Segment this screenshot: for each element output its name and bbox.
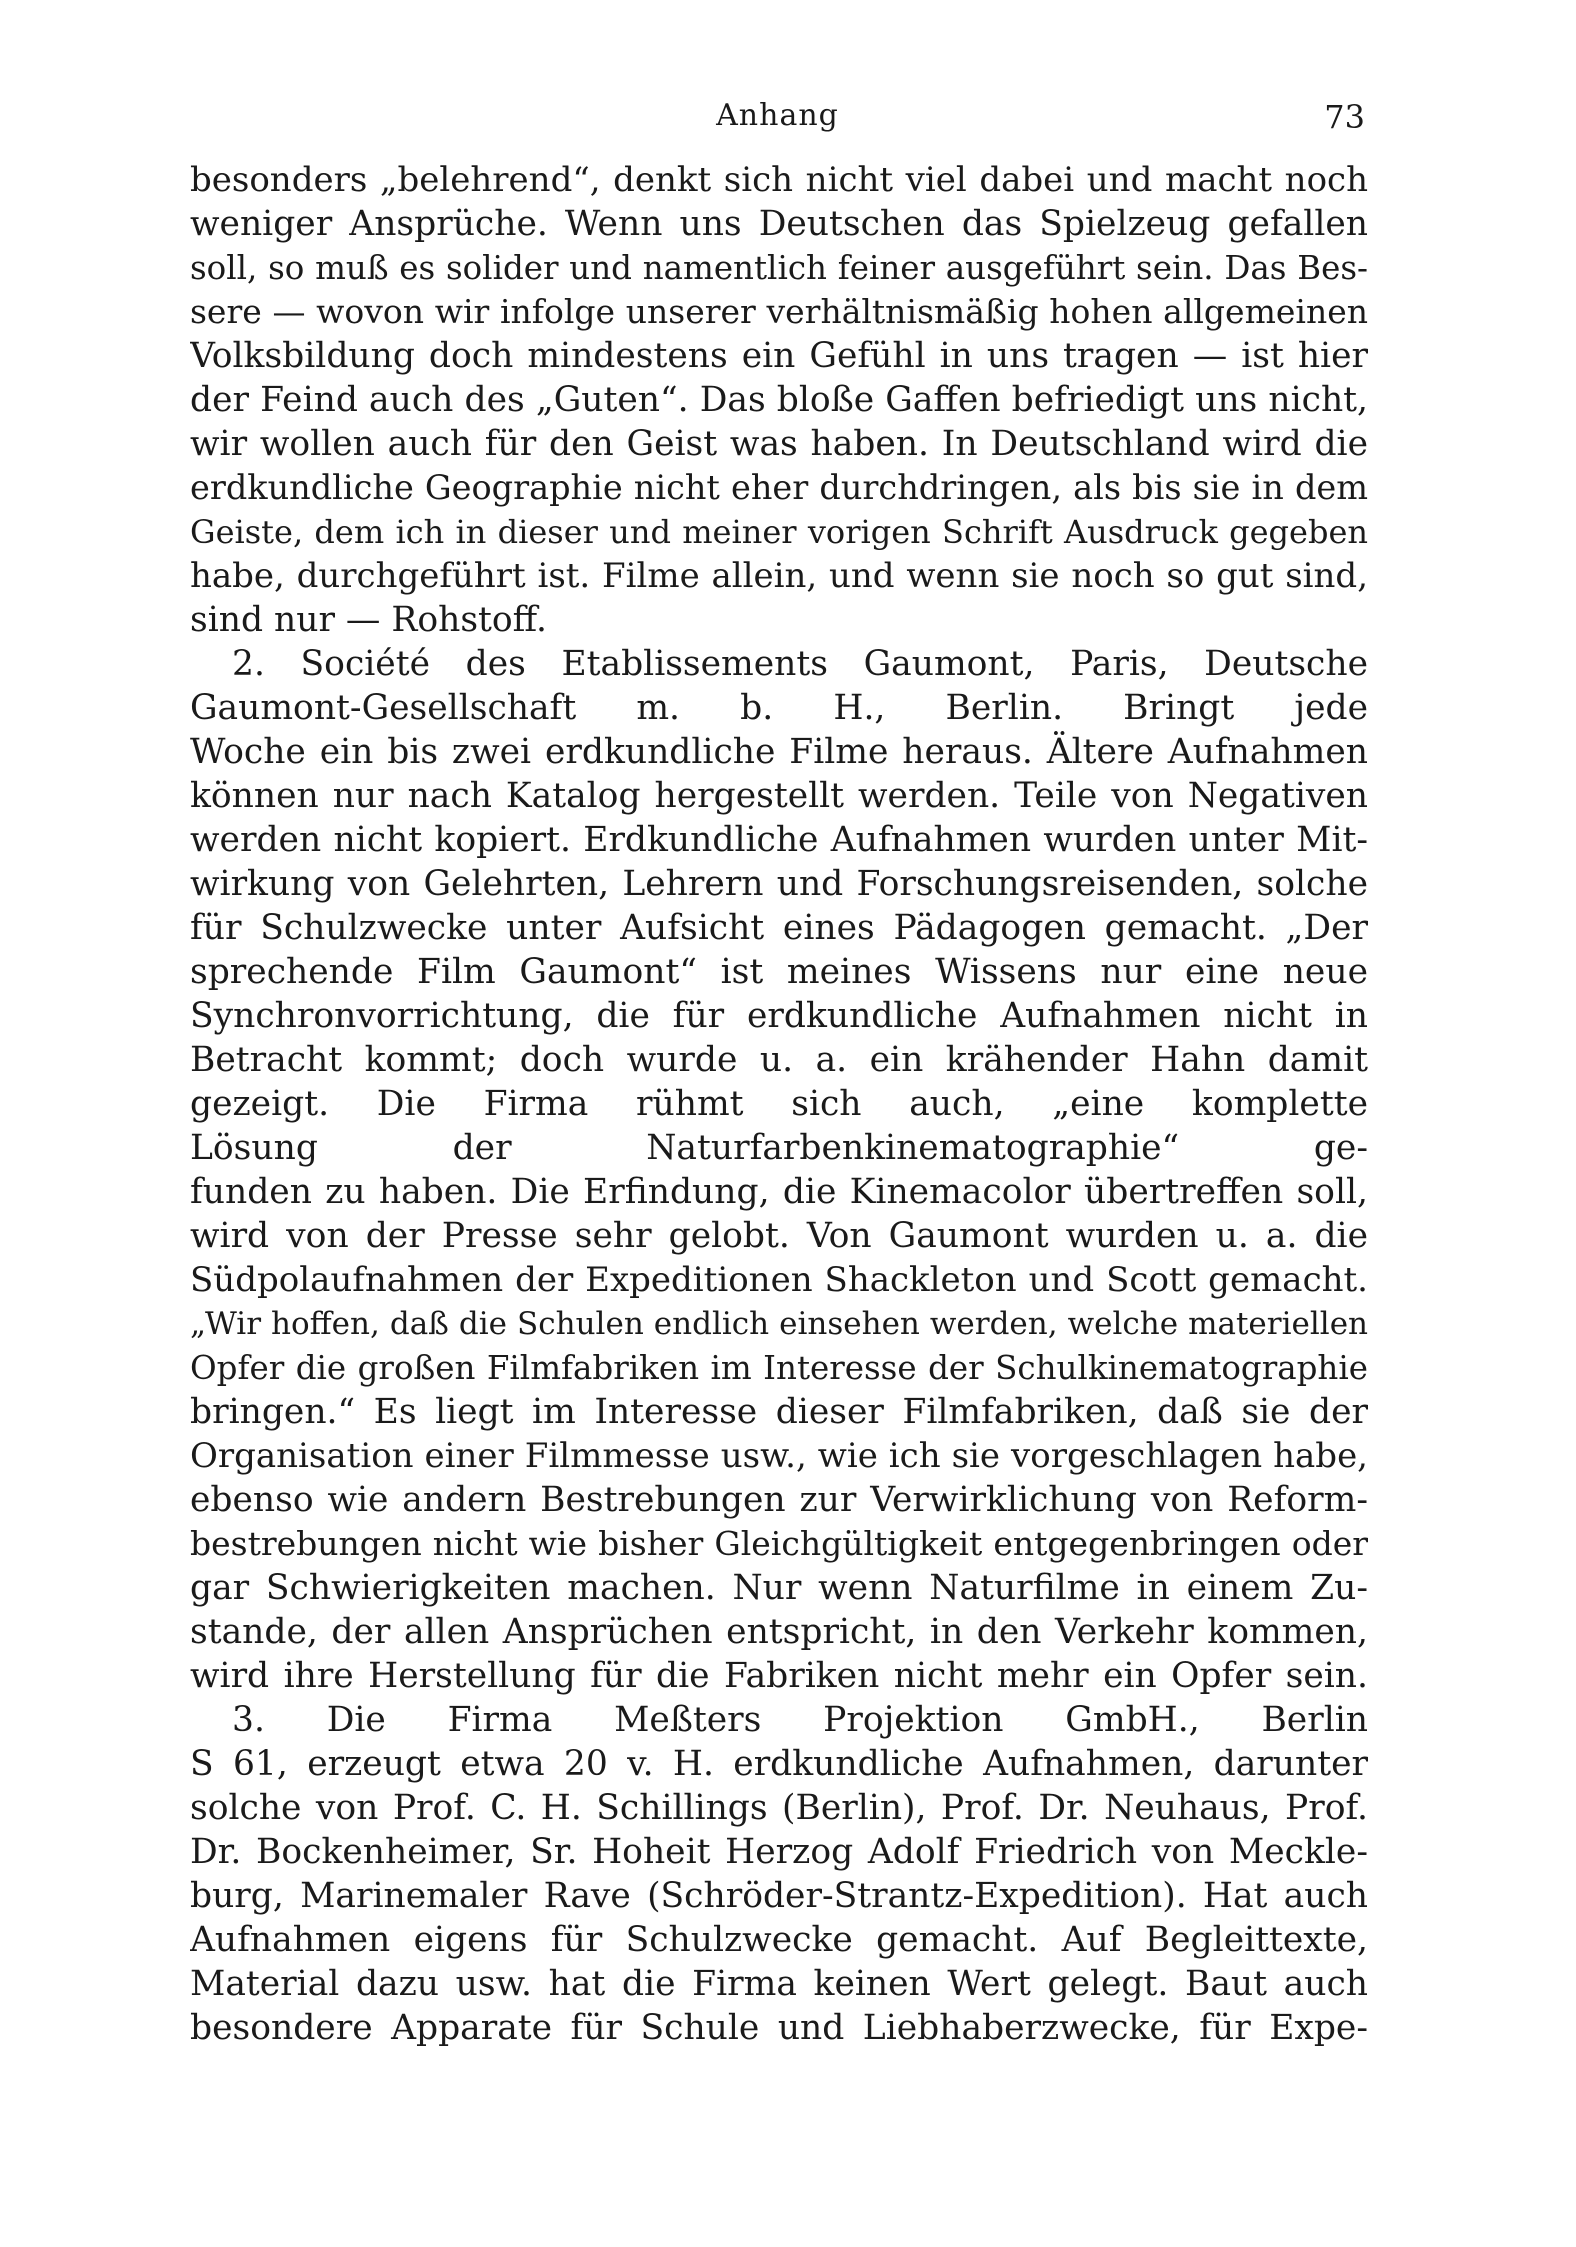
text-line: wird von der Presse sehr gelobt. Von Gaumont wurden u. a. die xyxy=(190,1216,1368,1256)
paragraph-start-line: 3. Die Firma Meßters Projektion GmbH., Berlin xyxy=(232,1700,1368,1740)
text-line: Geiste, dem ich in dieser und meiner vorigen Schrift Ausdruck gegeben xyxy=(190,513,1368,551)
text-line: habe, durchgeführt ist. Filme allein, und wenn sie noch so gut sind, xyxy=(190,556,1368,596)
text-line: werden nicht kopiert. Erdkundliche Aufnahmen wurden unter Mit- xyxy=(190,820,1368,860)
text-line: burg, Marinemaler Rave (Schröder-Strantz-Expedition). Hat auch xyxy=(190,1876,1368,1916)
text-line: sind nur — Rohstoff. xyxy=(190,600,547,640)
text-line: bestrebungen nicht wie bisher Gleichgültigkeit entgegenbringen oder xyxy=(190,1524,1368,1563)
paragraph-start-line: 2. Société des Etablissements Gaumont, Paris, Deutsche xyxy=(232,644,1368,684)
text-line: Betracht kommt; doch wurde u. a. ein krähender Hahn damit xyxy=(190,1040,1368,1080)
text-line: Gaumont-Gesellschaft m. b. H., Berlin. Bringt jede xyxy=(190,688,1368,728)
text-line: Opfer die großen Filmfabriken im Interesse der Schulkinematographie xyxy=(190,1349,1368,1387)
text-line: besonders „belehrend“, denkt sich nicht viel dabei und macht noch xyxy=(190,160,1368,200)
body-text xyxy=(190,158,1368,2050)
text-line: gar Schwierigkeiten machen. Nur wenn Naturfilme in einem Zu- xyxy=(190,1568,1368,1608)
text-line: ebenso wie andern Bestrebungen zur Verwirklichung von Reform- xyxy=(190,1480,1368,1520)
text-line: funden zu haben. Die Erfindung, die Kinemacolor übertreffen soll, xyxy=(190,1172,1368,1212)
text-line: besondere Apparate für Schule und Liebhaberzwecke, für Expe- xyxy=(190,2008,1368,2048)
text-line: „Wir hoffen, daß die Schulen endlich einsehen werden, welche materiellen xyxy=(190,1306,1368,1342)
text-line: wirkung von Gelehrten, Lehrern und Forschungsreisenden, solche xyxy=(190,864,1368,904)
text-line: können nur nach Katalog hergestellt werden. Teile von Negativen xyxy=(190,776,1368,816)
text-line: stande, der allen Ansprüchen entspricht, in den Verkehr kommen, xyxy=(190,1612,1368,1652)
text-line: Woche ein bis zwei erdkundliche Filme heraus. Ältere Aufnahmen xyxy=(190,732,1368,772)
text-line: Material dazu usw. hat die Firma keinen Wert gelegt. Baut auch xyxy=(190,1964,1368,2004)
text-line: Südpolaufnahmen der Expeditionen Shackleton und Scott gemacht. xyxy=(190,1260,1368,1300)
text-line: Dr. Bockenheimer, Sr. Hoheit Herzog Adolf Friedrich von Meckle- xyxy=(190,1832,1368,1872)
text-line: sprechende Film Gaumont“ ist meines Wissens nur eine neue xyxy=(190,952,1368,992)
text-line: solche von Prof. C. H. Schillings (Berlin), Prof. Dr. Neuhaus, Prof. xyxy=(190,1788,1368,1828)
text-line: der Feind auch des „Guten“. Das bloße Gaffen befriedigt uns nicht, xyxy=(190,380,1368,420)
text-line: bringen.“ Es liegt im Interesse dieser Filmfabriken, daß sie der xyxy=(190,1392,1368,1432)
page-number: 73 xyxy=(1324,98,1365,136)
page-header xyxy=(190,98,1365,148)
text-line: sere — wovon wir infolge unserer verhältnismäßig hohen allgemeinen xyxy=(190,292,1368,331)
text-line: Volksbildung doch mindestens ein Gefühl in uns tragen — ist hier xyxy=(190,336,1368,376)
text-line: Synchronvorrichtung, die für erdkundliche Aufnahmen nicht in xyxy=(190,996,1368,1036)
text-line: Organisation einer Filmmesse usw., wie ich sie vorgeschlagen habe, xyxy=(190,1436,1368,1476)
text-line: wird ihre Herstellung für die Fabriken nicht mehr ein Opfer sein. xyxy=(190,1656,1368,1696)
text-line: für Schulzwecke unter Aufsicht eines Pädagogen gemacht. „Der xyxy=(190,908,1368,948)
text-line: weniger Ansprüche. Wenn uns Deutschen das Spielzeug gefallen xyxy=(190,204,1368,244)
text-line: wir wollen auch für den Geist was haben. In Deutschland wird die xyxy=(190,424,1368,464)
text-line: gezeigt. Die Firma rühmt sich auch, „eine komplette xyxy=(190,1084,1368,1124)
text-line: erdkundliche Geographie nicht eher durchdringen, als bis sie in dem xyxy=(190,468,1368,507)
running-head: Anhang xyxy=(716,98,839,133)
text-line: S 61, erzeugt etwa 20 v. H. erdkundliche Aufnahmen, darunter xyxy=(190,1744,1368,1784)
text-line: soll, so muß es solider und namentlich feiner ausgeführt sein. Das Bes- xyxy=(190,249,1368,287)
text-line: Lösung der Naturfarbenkinematographie“ ge- xyxy=(190,1128,1368,1168)
text-line: Aufnahmen eigens für Schulzwecke gemacht. Auf Begleittexte, xyxy=(190,1920,1368,1960)
